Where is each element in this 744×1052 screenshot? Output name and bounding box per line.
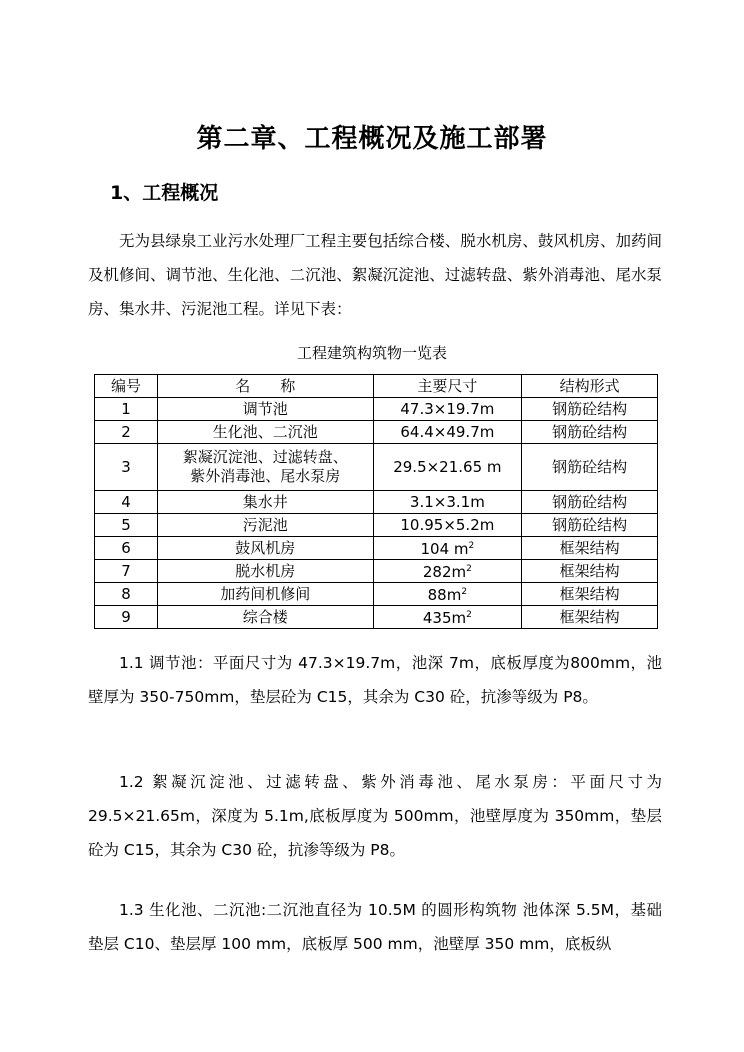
cell-number bbox=[95, 560, 158, 583]
cell-size bbox=[373, 514, 522, 537]
cell-structure bbox=[522, 491, 658, 514]
row-name: 污泥池 bbox=[242, 515, 288, 534]
table-row bbox=[95, 398, 658, 421]
row-number: 5 bbox=[121, 515, 131, 534]
cell-structure bbox=[522, 514, 658, 537]
row-number: 7 bbox=[121, 561, 131, 580]
cell-size bbox=[373, 421, 522, 444]
row-number: 9 bbox=[121, 607, 131, 626]
row-size: 64.4×49.7m bbox=[400, 422, 495, 441]
row-size-sup: 2 bbox=[468, 541, 475, 551]
cell-structure bbox=[522, 583, 658, 606]
paragraph-1-1: 1.1 调节池：平面尺寸为 47.3×19.7m，池深 7m，底板厚度为800mm，池壁厚为 350-750mm，垫层砼为 C15，其余为 C30 砼，抗渗等级为 P8。 bbox=[88, 654, 662, 706]
cell-name bbox=[158, 583, 373, 606]
cell-size bbox=[373, 537, 522, 560]
row-structure: 钢筋砼结构 bbox=[552, 515, 628, 534]
cell-name bbox=[158, 606, 373, 629]
row-name: 加药间机修间 bbox=[220, 584, 311, 603]
row-size: 47.3×19.7m bbox=[400, 399, 495, 418]
row-size-sup: 2 bbox=[466, 564, 472, 574]
row-number: 6 bbox=[121, 538, 131, 557]
cell-name bbox=[158, 444, 373, 491]
cell-name bbox=[158, 421, 373, 444]
row-number: 4 bbox=[121, 492, 131, 511]
row-size: 104 m bbox=[420, 540, 469, 558]
buildings-table bbox=[94, 374, 658, 629]
table-caption: 工程建筑构筑物一览表 bbox=[296, 344, 447, 362]
row-size: 10.95×5.2m bbox=[400, 515, 495, 534]
table-row bbox=[95, 421, 658, 444]
table-row bbox=[95, 514, 658, 537]
row-name: 综合楼 bbox=[242, 607, 288, 626]
cell-size bbox=[373, 491, 522, 514]
row-name-line2: 紫外消毒池、尾水泵房 bbox=[190, 467, 341, 485]
row-size-sup: 2 bbox=[466, 610, 472, 620]
row-structure: 框架结构 bbox=[559, 538, 620, 557]
row-structure: 钢筋砼结构 bbox=[552, 422, 628, 441]
cell-number bbox=[95, 606, 158, 629]
table-body bbox=[95, 398, 658, 629]
cell-number bbox=[95, 398, 158, 421]
table-row bbox=[95, 491, 658, 514]
table-row bbox=[95, 606, 658, 629]
cell-size bbox=[373, 560, 522, 583]
cell-number bbox=[95, 421, 158, 444]
row-structure: 钢筋砼结构 bbox=[552, 492, 628, 511]
table-row bbox=[95, 583, 658, 606]
cell-number bbox=[95, 444, 158, 491]
row-size: 435m bbox=[422, 609, 467, 627]
row-size: 88m bbox=[427, 586, 462, 604]
cell-structure bbox=[522, 444, 658, 491]
header-size: 主要尺寸 bbox=[373, 375, 522, 398]
cell-name bbox=[158, 491, 373, 514]
row-size: 3.1×3.1m bbox=[409, 492, 485, 511]
cell-structure bbox=[522, 398, 658, 421]
cell-number bbox=[95, 583, 158, 606]
cell-number bbox=[95, 514, 158, 537]
table-row bbox=[95, 444, 658, 491]
row-name: 鼓风机房 bbox=[235, 538, 296, 557]
cell-name bbox=[158, 537, 373, 560]
section-heading: 1、工程概况 bbox=[110, 182, 219, 204]
cell-name bbox=[158, 514, 373, 537]
row-structure: 框架结构 bbox=[559, 607, 620, 626]
cell-name bbox=[158, 560, 373, 583]
cell-number bbox=[95, 491, 158, 514]
row-structure: 钢筋砼结构 bbox=[552, 399, 628, 418]
table-header-row bbox=[95, 375, 658, 398]
row-name: 集水井 bbox=[242, 492, 288, 511]
intro-paragraph: 无为县绿泉工业污水处理厂工程主要包括综合楼、脱水机房、鼓风机房、加药间及机修间、调节池、生化池、二沉池、絮凝沉淀池、过滤转盘、紫外消毒池、尾水泵房、集水井、污泥池工程。详见下表： bbox=[88, 232, 662, 318]
table-row bbox=[95, 537, 658, 560]
row-structure: 钢筋砼结构 bbox=[552, 457, 628, 476]
header-number: 编号 bbox=[95, 375, 158, 398]
row-structure: 框架结构 bbox=[559, 584, 620, 603]
cell-structure bbox=[522, 606, 658, 629]
cell-structure bbox=[522, 421, 658, 444]
row-number: 8 bbox=[121, 584, 131, 603]
cell-name bbox=[158, 398, 373, 421]
paragraph-1-2: 1.2 絮凝沉淀池、过滤转盘、紫外消毒池、尾水泵房：平面尺寸为29.5×21.65m，深度为 5.1m,底板厚度为 500mm，池壁厚度为 350mm，垫层砼为 C15，其余为 C30 砼，抗渗等级为 P8。 bbox=[88, 773, 662, 859]
page-title: 第二章、工程概况及施工部署 bbox=[196, 124, 548, 154]
row-size-sup: 2 bbox=[461, 587, 468, 597]
cell-size bbox=[373, 444, 522, 491]
row-name: 生化池、二沉池 bbox=[212, 422, 318, 441]
row-number: 1 bbox=[121, 399, 131, 418]
cell-size bbox=[373, 398, 522, 421]
header-name: 名 称 bbox=[158, 375, 373, 398]
header-structure: 结构形式 bbox=[522, 375, 658, 398]
row-number: 3 bbox=[121, 457, 131, 476]
row-structure: 框架结构 bbox=[559, 561, 620, 580]
cell-structure bbox=[522, 560, 658, 583]
row-name: 调节池 bbox=[242, 399, 288, 418]
cell-number bbox=[95, 537, 158, 560]
row-name: 絮凝沉淀池、过滤转盘、 bbox=[182, 448, 348, 466]
cell-structure bbox=[522, 537, 658, 560]
paragraph-1-3: 1.3 生化池、二沉池:二沉池直径为 10.5M 的圆形构筑物 池体深 5.5M，基础垫层 C10、垫层厚 100 mm，底板厚 500 mm，池壁厚 350 mm，底板纵 bbox=[88, 901, 662, 953]
row-size: 282m bbox=[422, 563, 467, 581]
table-row bbox=[95, 560, 658, 583]
cell-size bbox=[373, 606, 522, 629]
row-number: 2 bbox=[121, 422, 131, 441]
row-name: 脱水机房 bbox=[235, 561, 296, 580]
cell-size bbox=[373, 583, 522, 606]
row-size: 29.5×21.65 m bbox=[393, 457, 502, 476]
